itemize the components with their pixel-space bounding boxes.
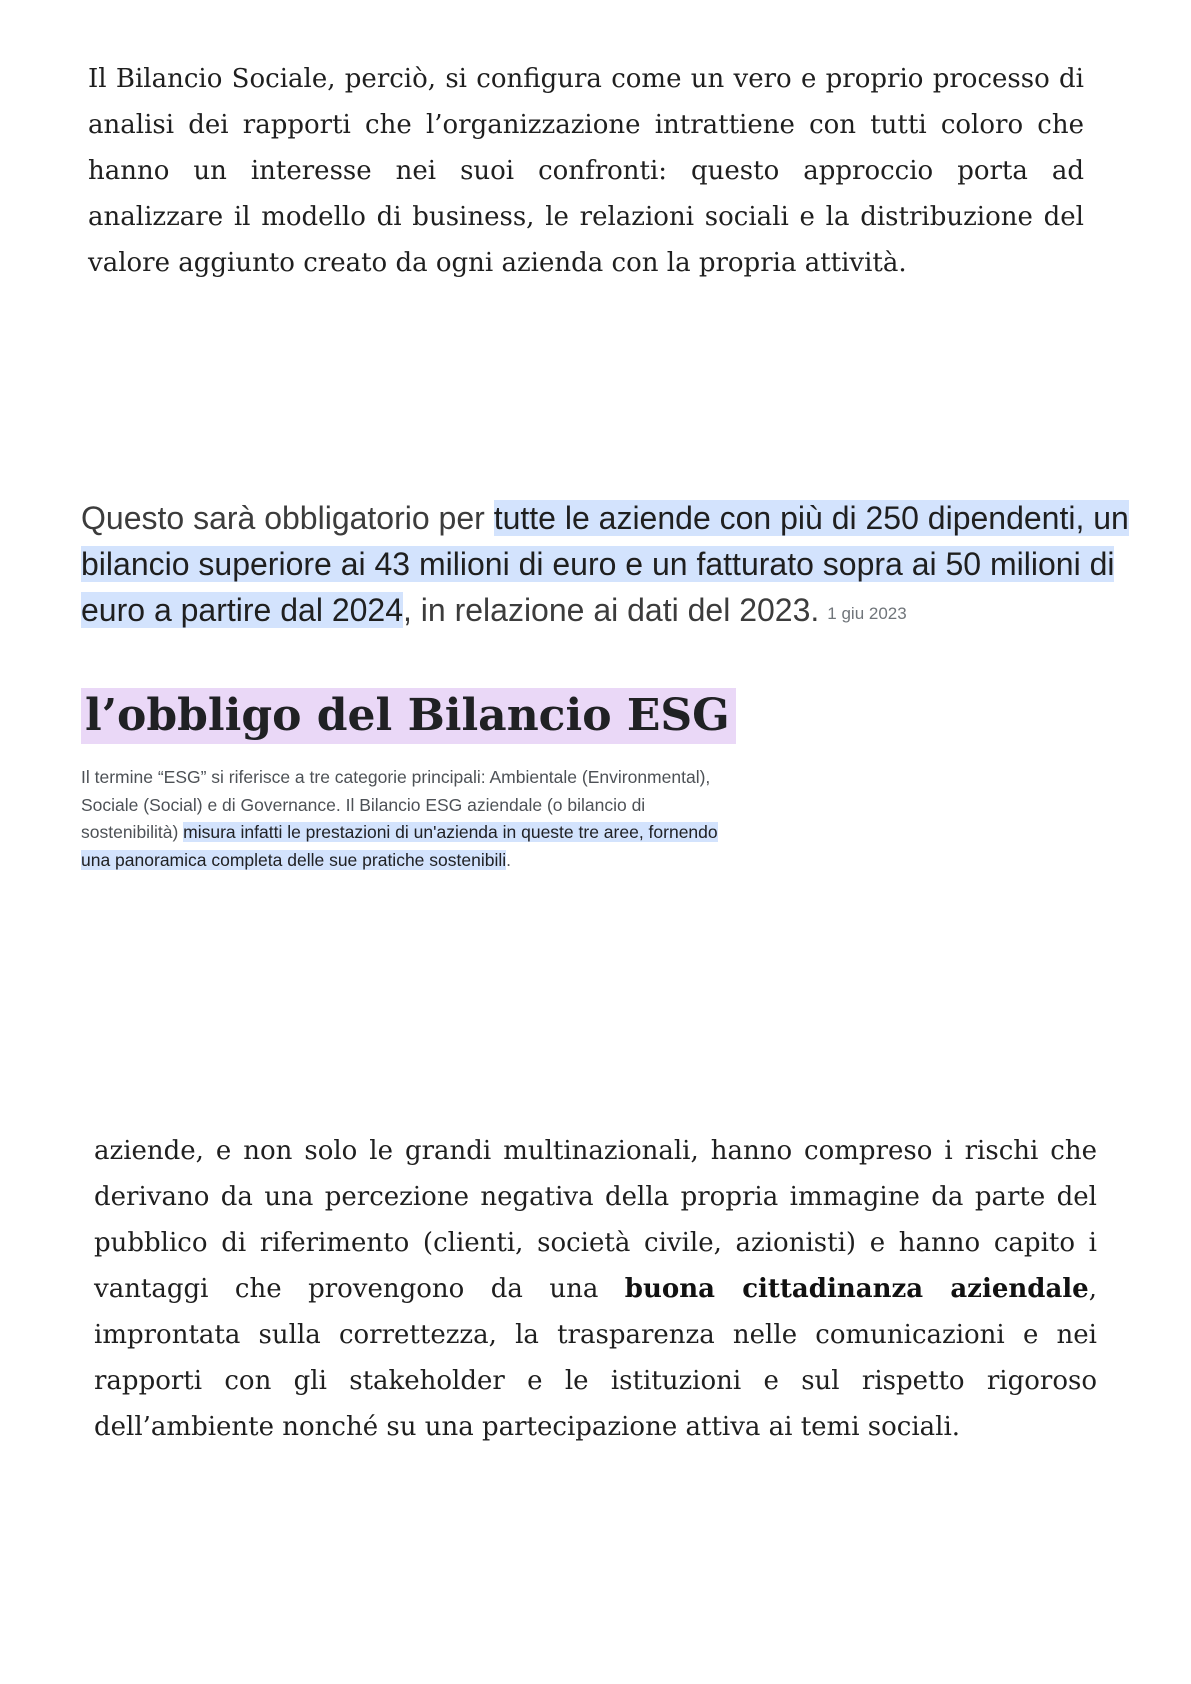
intro-paragraph: Il Bilancio Sociale, perciò, si configura come un vero e proprio processo di analisi dei rapporti che l’organizzazione intrattiene con tutti coloro che hanno un interesse nei suoi confronti: questo approccio porta ad analizzare il modello di business, le relazioni sociali e la distribuzione del valore aggiunto creato da ogni azienda con la propria attività. (88, 64, 1084, 278)
esg-highlight: misura infatti le prestazioni di un'azienda in queste tre aree, fornendo una panoramica completa delle sue pratiche sostenibili (81, 822, 718, 870)
esg-lead: Il termine “ESG” si riferisce a tre categorie principali: Ambientale (Environmental), Sociale (Social) e di Governance. Il Bilancio ESG aziendale (o bilancio di sostenibilità) (81, 767, 711, 842)
stakeholder-paragraph (94, 1128, 1097, 1450)
esg-heading: l’obbligo del Bilancio ESG (81, 688, 736, 744)
obligation-highlight: tutte le aziende con più di 250 dipendenti, un bilancio superiore ai 43 milioni di euro e un fatturato sopra ai 50 milioni di euro a partire dal 2024 (81, 500, 1129, 628)
stakeholder-text-after: , improntata sulla correttezza, la trasparenza nelle comunicazioni e nei rapporti con gli stakeholder e le istituzioni e sul rispetto rigoroso dell’ambiente nonché su una partecipazione attiva ai temi sociali. (94, 1274, 1097, 1442)
obligation-tail: , in relazione ai dati del 2023. (403, 592, 820, 628)
bold-phrase: buona cittadinanza aziendale (624, 1274, 1089, 1304)
esg-tail: . (506, 849, 511, 870)
obligation-lead: Questo sarà obbligatorio per (81, 500, 494, 536)
snippet-date: 1 giu 2023 (827, 604, 907, 623)
esg-snippet (81, 764, 721, 874)
obligation-snippet (81, 495, 1141, 637)
stakeholder-text-before: aziende, e non solo le grandi multinazionali, hanno compreso i rischi che derivano da una percezione negativa della propria immagine da parte del pubblico di riferimento (clienti, società civile, azionisti) e hanno capito i vantaggi che provengono da una (94, 1136, 1097, 1304)
